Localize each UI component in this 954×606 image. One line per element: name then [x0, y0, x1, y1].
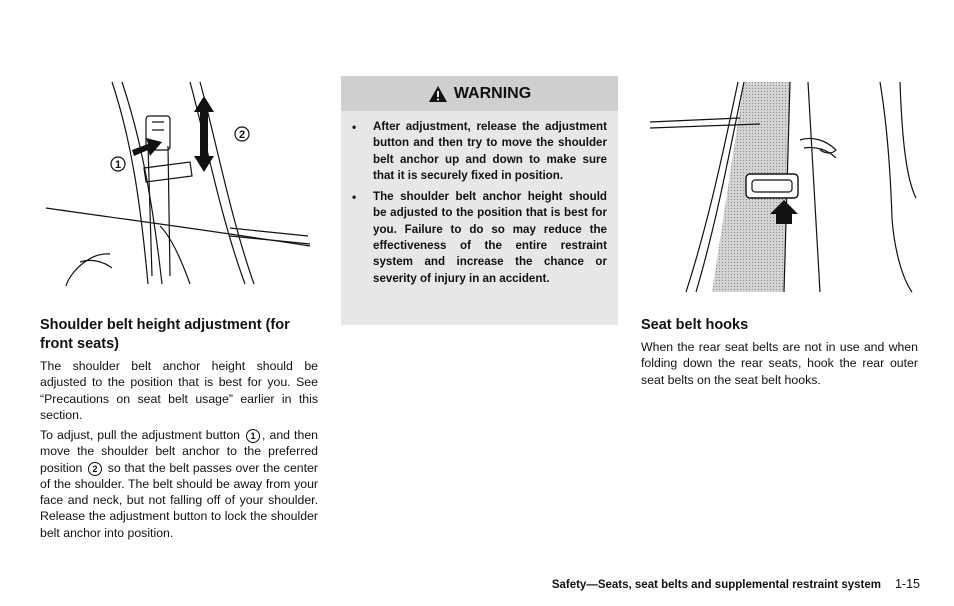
footer-section-title: Safety—Seats, seat belts and supplemental restraint system: [551, 579, 881, 591]
warning-item: • The shoulder belt anchor height should be adjusted to the position that is best for you. Failure to do so may reduce the effectiveness of the entire restraint system and increase the chance or severity of injury in an accident.: [352, 189, 607, 287]
warning-item: • After adjustment, release the adjustment button and then try to move the shoulder belt anchor up and down to make sure that it is securely fixed in position.: [352, 119, 607, 184]
shoulder-belt-paragraph-1: The shoulder belt anchor height should be adjusted to the position that is best for you. See “Precautions on seat belt usage” earlier in this section.: [40, 359, 318, 422]
inline-callout-1: 1: [246, 429, 260, 443]
shoulder-belt-heading: Shoulder belt height adjustment (for front seats): [40, 317, 290, 352]
warning-title: WARNING: [453, 84, 532, 102]
p2-text-b: , and then move the shoulder belt anchor to the preferred position: [40, 428, 318, 475]
page-number: 1-15: [894, 577, 920, 591]
warning-header: [341, 76, 618, 111]
warning-triangle-icon: [428, 85, 448, 103]
p2-text-a: To adjust, pull the adjustment button: [40, 428, 240, 442]
p2-text-c: so that the belt passes over the center of the shoulder. The belt should be away from your face and neck, but not falling off of your shoulder. Release the adjustment button to lock the shoulder belt anchor into position.: [40, 460, 318, 540]
seat-belt-hooks-paragraph: When the rear seat belts are not in use and when folding down the rear seats, hook the rear outer seat belts on the seat belt hooks.: [641, 340, 918, 387]
inline-callout-2: 2: [88, 462, 102, 476]
figure-callout-2: 2: [238, 129, 246, 141]
seat-belt-hooks-heading: Seat belt hooks: [641, 317, 749, 333]
figure-callout-1: 1: [114, 159, 122, 171]
shoulder-belt-adjustment-illustration: [40, 76, 318, 292]
warning-list: [341, 111, 618, 287]
seat-belt-hook-illustration: [640, 78, 920, 294]
warning-box: [341, 76, 618, 325]
shoulder-belt-paragraph-2: [40, 427, 318, 541]
page-footer: [440, 577, 920, 591]
